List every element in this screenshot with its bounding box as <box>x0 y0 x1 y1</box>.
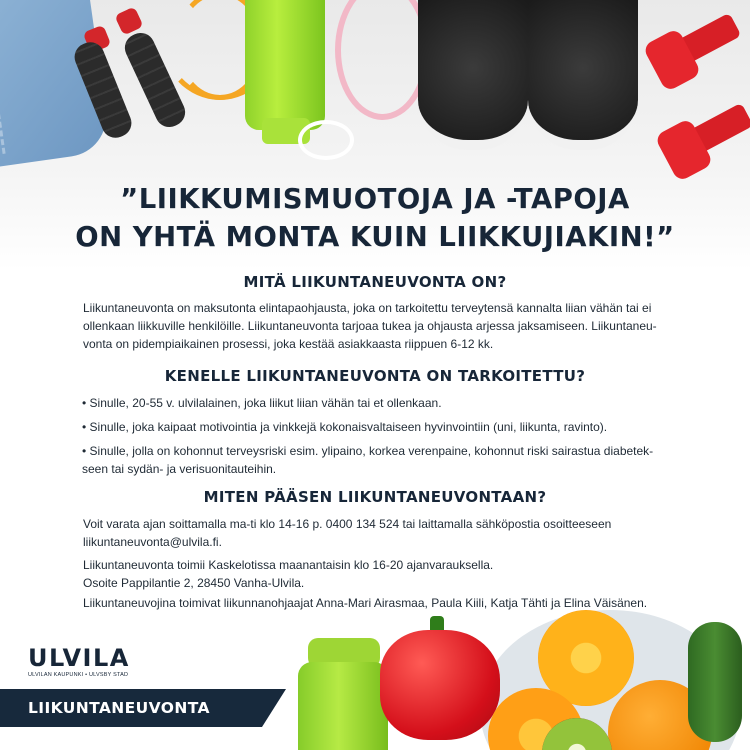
jump-rope-cap <box>114 6 143 35</box>
paragraph-line: Osoite Pappilantie 2, 28450 Vanha-Ulvila. <box>83 576 305 590</box>
water-bottle-image <box>245 0 325 130</box>
paragraph-line: ollenkaan liikkuville henkilöille. Liikuntaneuvonta tarjoaa tukea ja ohjausta arjessa jaksamiseen. Liikuntaneu- <box>83 319 657 333</box>
list-item <box>82 442 672 478</box>
sneaker-image <box>528 0 638 150</box>
paragraph-line: vonta on pidempiaikainen prosessi, joka kestää asiakkaasta riippuen 6-12 kk. <box>83 337 494 351</box>
list-item-text: seen tai sydän- ja verisuonitauteihin. <box>82 462 277 476</box>
red-pepper-image <box>380 630 500 740</box>
cucumber-image <box>688 622 742 742</box>
paragraph-line: Liikuntaneuvojina toimivat liikunnanohjaajat Anna-Mari Airasmaa, Paula Kiili, Katja Tähti ja Elina Väisänen. <box>83 596 648 610</box>
section-heading-who: KENELLE LIIKUNTANEUVONTA ON TARKOITETTU? <box>164 367 586 385</box>
section-heading-what: MITÄ LIIKUNTANEUVONTA ON? <box>243 273 507 291</box>
list-item <box>82 418 672 436</box>
paragraph-line: Liikuntaneuvonta toimii Kaskelotissa maanantaisin klo 16-20 ajanvarauksella. <box>83 558 494 572</box>
service-banner: LIIKUNTANEUVONTA <box>0 689 262 727</box>
sneaker-image <box>418 0 528 150</box>
paragraph-line: liikuntaneuvonta@ulvila.fi. <box>83 535 222 549</box>
ulvila-logo <box>28 645 130 678</box>
list-item-text: • Sinulle, 20-55 v. ulvilalainen, joka liikut liian vähän tai et ollenkaan. <box>82 396 442 410</box>
fruit-and-vegetables-photo <box>270 600 750 750</box>
location-info <box>83 556 668 592</box>
measuring-tape-image <box>335 0 430 120</box>
list-item-text: • Sinulle, jolla on kohonnut terveysriski esim. ylipaino, korkea verenpaine, kohonnut riski sairastua diabetek- <box>82 444 654 458</box>
booking-info <box>83 515 668 551</box>
headline-line: ON YHTÄ MONTA KUIN LIIKKUJIAKIN!” <box>75 221 675 253</box>
paragraph-line: Voit varata ajan soittamalla ma-ti klo 14-16 p. 0400 134 524 tai laittamalla sähköpostia osoitteeseen <box>83 517 612 531</box>
list-item-text: • Sinulle, joka kaipaat motivointia ja vinkkejä kokonaisvaltaiseen hyvinvointiin (uni, liikunta, ravinto). <box>82 420 608 434</box>
target-group-list <box>82 394 672 478</box>
list-item <box>82 394 672 412</box>
fitness-equipment-photo <box>0 0 750 180</box>
logo-subtitle: ULVILAN KAUPUNKI • ULVSBY STAD <box>28 672 129 678</box>
section-heading-how: MITEN PÄÄSEN LIIKUNTANEUVONTAAN? <box>203 488 547 506</box>
water-bottle-loop <box>298 120 354 160</box>
shaker-bottle-image <box>298 662 388 750</box>
headline-line: ”LIIKKUMISMUOTOJA JA -TAPOJA <box>120 183 630 215</box>
logo-wordmark: ULVILA <box>28 644 130 672</box>
section-what-text <box>83 299 668 353</box>
paragraph-line: Liikuntaneuvonta on maksutonta elintapaohjausta, joka on tarkoitettu terveytensä kannalta liian vähän tai ei <box>83 301 652 315</box>
headline <box>0 180 750 256</box>
